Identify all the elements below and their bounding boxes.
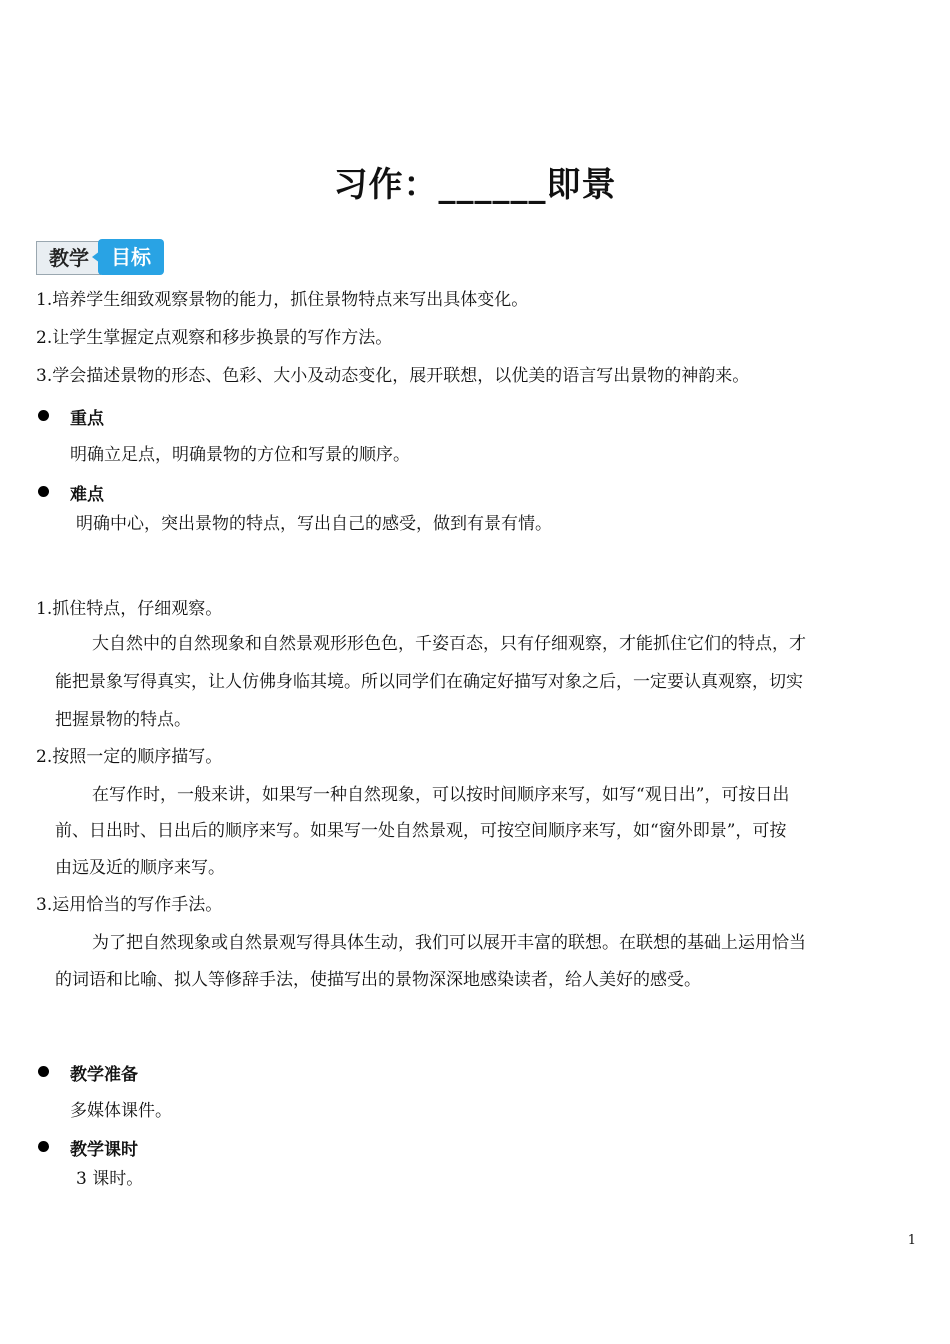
objective-3: 3.学会描述景物的形态、色彩、大小及动态变化，展开联想，以优美的语言写出景物的神韵来。 <box>36 366 750 386</box>
objective-2: 2.让学生掌握定点观察和移步换景的写作方法。 <box>36 328 393 348</box>
difficulty-label: 难点 <box>70 485 104 505</box>
method-1-line-2: 能把景象写得真实，让人仿佛身临其境。所以同学们在确定好描写对象之后，一定要认真观察，切实 <box>55 672 803 692</box>
method-1-line-1: 大自然中的自然现象和自然景观形形色色，千姿百态，只有仔细观察，才能抓住它们的特点，才 <box>92 634 806 654</box>
preparation-text: 多媒体课件。 <box>70 1101 172 1121</box>
page-number: 1 <box>907 1233 916 1248</box>
badge-label-left: 教学 <box>36 241 101 275</box>
preparation-label: 教学准备 <box>70 1065 138 1085</box>
difficulty-text: 明确中心，突出景物的特点，写出自己的感受，做到有景有情。 <box>76 514 552 534</box>
section-badge-teaching-goals <box>36 239 164 275</box>
periods-label: 教学课时 <box>70 1140 138 1160</box>
method-3-line-2: 的词语和比喻、拟人等修辞手法，使描写出的景物深深地感染读者，给人美好的感受。 <box>55 970 701 990</box>
method-2-line-3: 由远及近的顺序来写。 <box>55 858 225 878</box>
page-title: 习作：______即景 <box>333 165 617 205</box>
method-1-line-3: 把握景物的特点。 <box>55 710 191 730</box>
method-3-line-1: 为了把自然现象或自然景观写得具体生动，我们可以展开丰富的联想。在联想的基础上运用恰当 <box>92 933 806 953</box>
periods-text: 3 课时。 <box>76 1169 144 1189</box>
method-1-heading: 1.抓住特点，仔细观察。 <box>36 599 223 619</box>
bullet-key-point <box>38 410 49 421</box>
method-2-line-2: 前、日出时、日出后的顺序来写。如果写一处自然景观，可按空间顺序来写，如“窗外即景”，可按 <box>55 821 787 841</box>
bullet-preparation <box>38 1066 49 1077</box>
key-point-label: 重点 <box>70 409 104 429</box>
method-3-heading: 3.运用恰当的写作手法。 <box>36 895 223 915</box>
method-2-line-1: 在写作时，一般来讲，如果写一种自然现象，可以按时间顺序来写，如写“观日出”，可按日出 <box>92 785 790 805</box>
badge-label-right: 目标 <box>98 239 164 275</box>
method-2-heading: 2.按照一定的顺序描写。 <box>36 747 223 767</box>
key-point-text: 明确立足点，明确景物的方位和写景的顺序。 <box>70 445 410 465</box>
objective-1: 1.培养学生细致观察景物的能力，抓住景物特点来写出具体变化。 <box>36 290 529 310</box>
bullet-difficulty <box>38 486 49 497</box>
bullet-periods <box>38 1141 49 1152</box>
